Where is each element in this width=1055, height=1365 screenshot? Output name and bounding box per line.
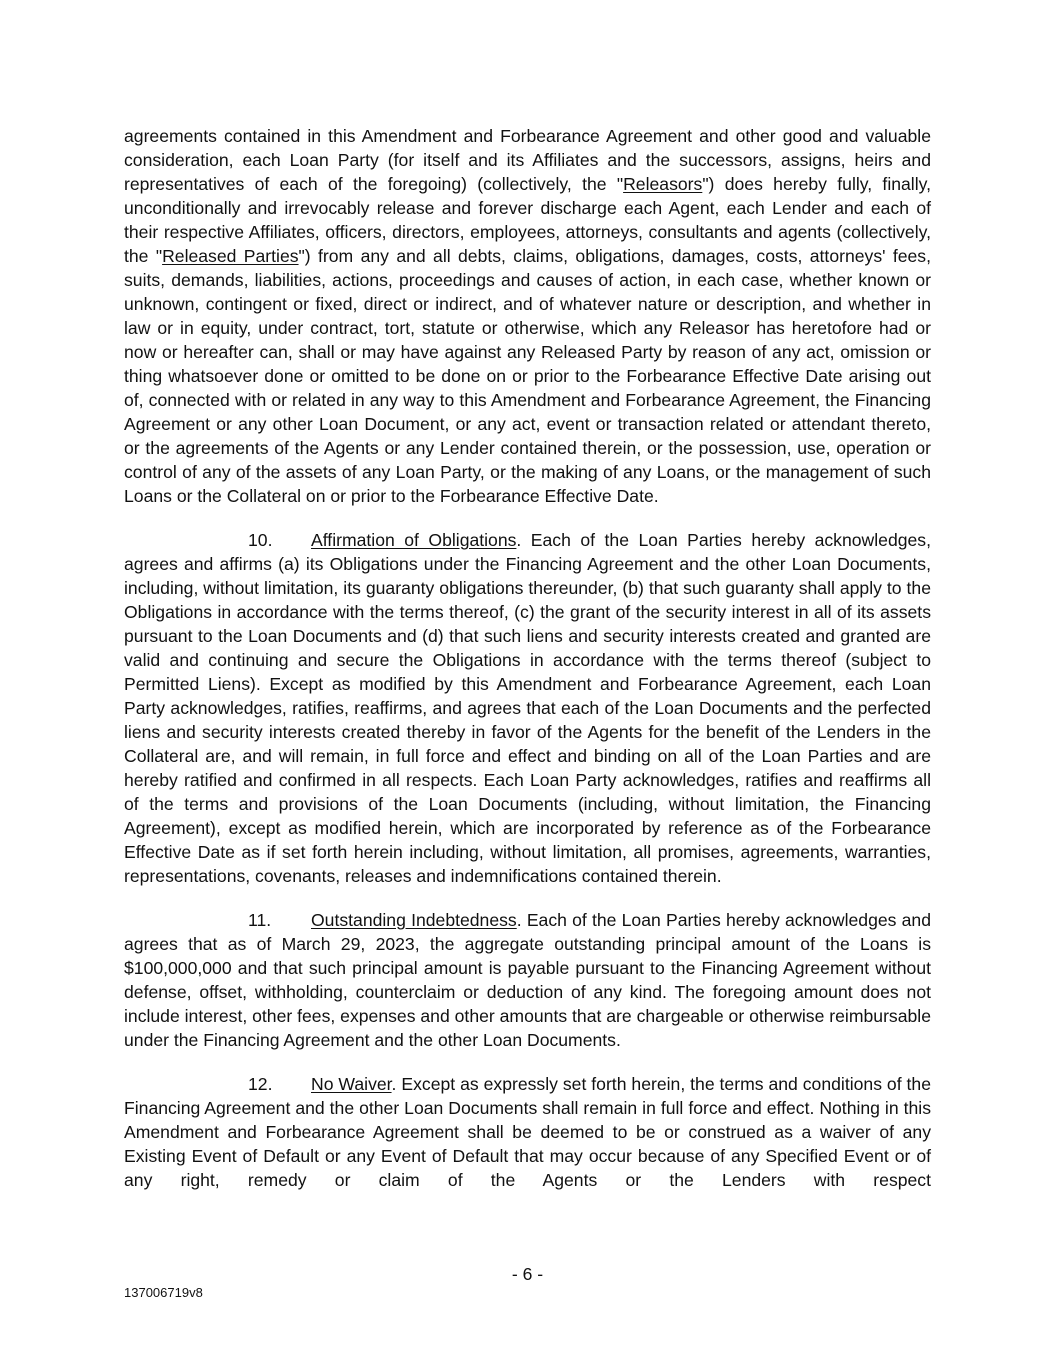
- document-page: [124, 124, 931, 1192]
- paragraph-release-continued: [124, 124, 931, 508]
- defined-term-releasors: Releasors: [623, 174, 703, 194]
- release-text-c: ") from any and all debts, claims, obligations, damages, costs, attorneys' fees, suits, demands, liabilities, actions, proceedings and causes of action, in each case, whether known or unknown, contingent or fixed, direct or indirect, and of whatever nature or description, and whether in law or in equity, under contract, tort, statute or otherwise, which any Releasor has heretofore had or now or hereafter can, shall or may have against any Released Party by reason of any act, omission or thing whatsoever done or omitted to be done on or prior to the Forbearance Effective Date arising out of, connected with or related in any way to this Amendment and Forbearance Agreement, the Financing Agreement or any other Loan Document, or any act, event or transaction related or attendant thereto, or the agreements of the Agents or any Lender contained therein, or the possession, use, operation or control of any of the assets of any Loan Party, or the making of any Loans, or the management of such Loans or the Collateral on or prior to the Forbearance Effective Date.: [124, 246, 931, 506]
- release-text-b: ") does hereby fully, finally, unconditionally and irrevocably release and forever discharge each Agent, each Lender and each of their respective Affiliates, officers, directors, employees, attorneys, consultants and agents (collectively, the ": [124, 174, 931, 266]
- document-id: 137006719v8: [124, 1285, 203, 1300]
- section-body: . Each of the Loan Parties hereby acknowledges, agrees and affirms (a) its Obligations under the Financing Agreement and the other Loan Documents, including, without limitation, its guaranty obligations thereunder, (b) that such guaranty shall apply to the Obligations in accordance with the terms thereof, (c) the grant of the security interest in all of its assets pursuant to the Loan Documents and (d) that such liens and security interests created and granted are valid and continuing and secure the Obligations in accordance with the terms thereof (subject to Permitted Liens). Except as modified by this Amendment and Forbearance Agreement, each Loan Party acknowledges, ratifies, reaffirms, and agrees that each of the Loan Documents and the perfected liens and security interests created thereby in favor of the Agents for the benefit of the Lenders in the Collateral are, and will remain, in full force and effect and binding on all of the Loan Parties and are hereby ratified and confirmed in all respects. Each Loan Party acknowledges, ratifies and reaffirms all of the terms and provisions of the Loan Documents (including, without limitation, the Financing Agreement), except as modified herein, which are incorporated by reference as of the Forbearance Effective Date as if set forth herein including, without limitation, all promises, agreements, warranties, representations, covenants, releases and indemnifications contained therein.: [124, 530, 931, 886]
- section-12: [124, 1072, 931, 1192]
- release-text-a: agreements contained in this Amendment and Forbearance Agreement and other good and valuable consideration, each Loan Party (for itself and its Affiliates and the successors, assigns, heirs and representatives of each of the foregoing) (collectively, the ": [124, 126, 931, 194]
- section-heading: Affirmation of Obligations: [311, 530, 517, 550]
- section-number: 10.: [248, 530, 273, 550]
- section-11: [124, 908, 931, 1052]
- section-number: 11.: [248, 910, 272, 930]
- section-heading: Outstanding Indebtedness: [311, 910, 517, 930]
- section-body: . Each of the Loan Parties hereby acknowledges and agrees that as of March 29, 2023, the aggregate outstanding principal amount of the Loans is $100,000,000 and that such principal amount is payable pursuant to the Financing Agreement without defense, offset, withholding, counterclaim or deduction of any kind. The foregoing amount does not include interest, other fees, expenses and other amounts that are chargeable or otherwise reimbursable under the Financing Agreement and the other Loan Documents.: [124, 910, 931, 1050]
- section-body: . Except as expressly set forth herein, the terms and conditions of the Financing Agreement and the other Loan Documents shall remain in full force and effect. Nothing in this Amendment and Forbearance Agreement shall be deemed to be or construed as a waiver of any Existing Event of Default or any Event of Default that may occur because of any Specified Event or of any right, remedy or claim of the Agents or the Lenders with respect: [124, 1074, 931, 1190]
- section-heading: No Waiver: [311, 1074, 392, 1094]
- page-number: - 6 -: [511, 1264, 544, 1284]
- defined-term-released-parties: Released Parties: [162, 246, 299, 266]
- section-number: 12.: [248, 1074, 273, 1094]
- section-10: [124, 528, 931, 888]
